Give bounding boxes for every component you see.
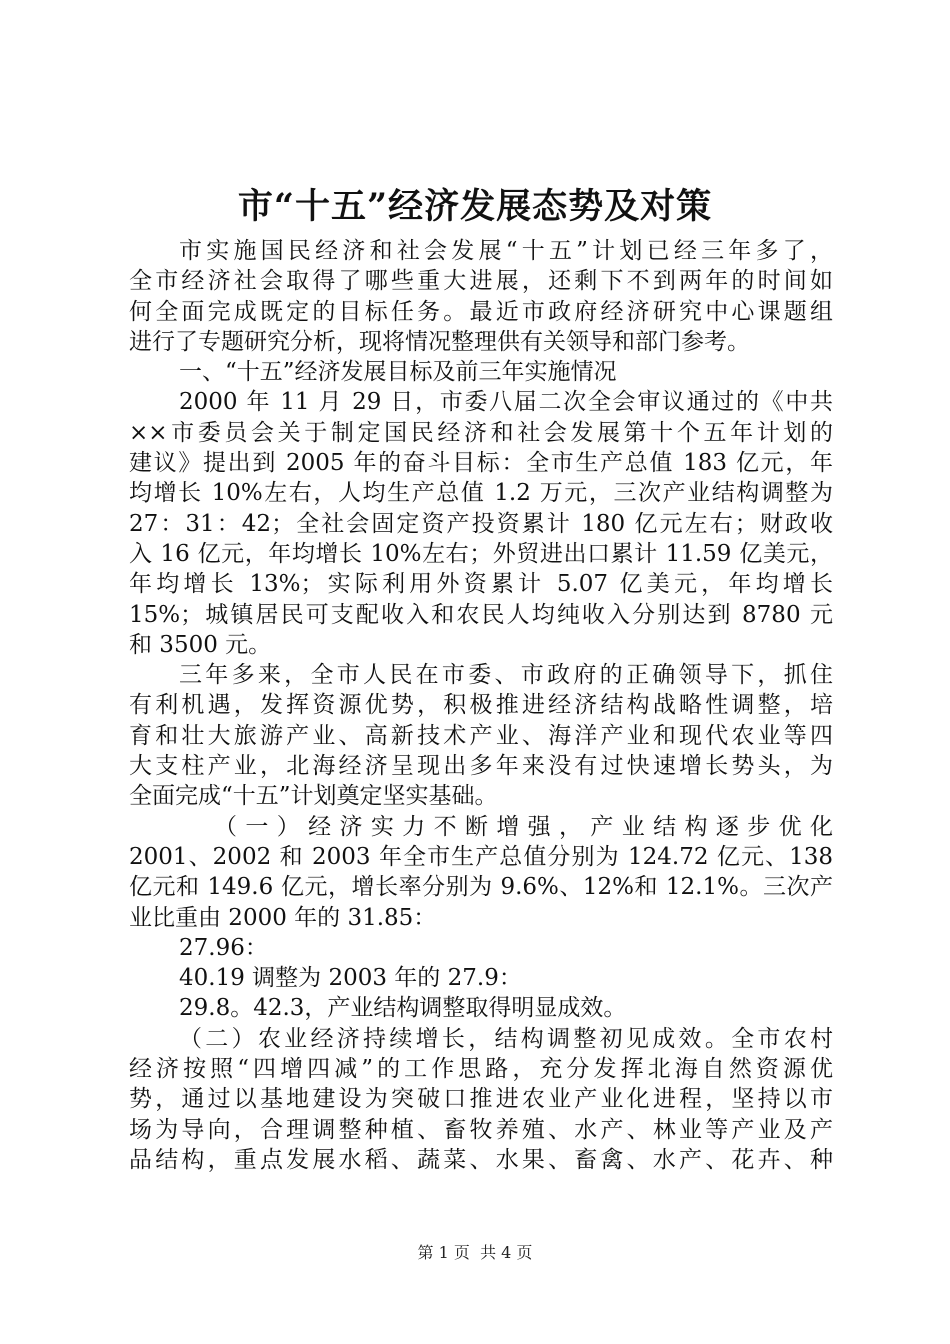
- body-line: 业比重由 2000 年的 31.85：: [129, 904, 437, 931]
- body-line: 29.8。42.3，产业结构调整取得明显成效。: [179, 995, 627, 1022]
- body-line: 有利机遇，发挥资源优势，积极推进经济结构战略性调整，培: [129, 692, 833, 719]
- body-line: （二）农业经济持续增长，结构调整初见成效。全市农村: [179, 1025, 833, 1052]
- body-line: 27.96：: [179, 934, 268, 961]
- body-line: 经济按照“四增四减”的工作思路，充分发挥北海自然资源优: [129, 1056, 833, 1083]
- body-line: 育和壮大旅游产业、高新技术产业、海洋产业和现代农业等四: [129, 722, 833, 749]
- footer-separator: [470, 1243, 480, 1262]
- body-line: 品结构，重点发展水稻、蔬菜、水果、畜禽、水产、花卉、种: [129, 1146, 833, 1173]
- page-footer: [0, 1243, 950, 1263]
- body-line: 均增长 10%左右，人均生产总值 1.2 万元，三次产业结构调整为: [129, 480, 833, 507]
- body-line: 15%；城镇居民可支配收入和农民人均纯收入分别达到 8780 元: [129, 601, 833, 628]
- page-total: 共 4 页: [480, 1243, 533, 1262]
- body-line: 全面完成“十五”计划奠定坚实基础。: [129, 783, 498, 810]
- body-line: 三年多来，全市人民在市委、市政府的正确领导下，抓住: [179, 662, 833, 689]
- body-line: 进行了专题研究分析，现将情况整理供有关领导和部门参考。: [129, 328, 750, 355]
- body-line: 大支柱产业，北海经济呈现出多年来没有过快速增长势头，为: [129, 753, 833, 780]
- body-line: 市实施国民经济和社会发展“十五”计划已经三年多了，: [179, 238, 833, 264]
- body-line: 一、“十五”经济发展目标及前三年实施情况: [179, 359, 617, 386]
- body-line: 年均增长 13%；实际利用外资累计 5.07 亿美元，年均增长: [129, 571, 833, 598]
- body-line: （一）经济实力不断增强，产业结构逐步优化: [214, 813, 833, 840]
- body-line: 27：31：42；全社会固定资产投资累计 180 亿元左右；财政收: [129, 510, 833, 537]
- page-number: 第 1 页: [417, 1243, 470, 1262]
- body-line: 全市经济社会取得了哪些重大进展，还剩下不到两年的时间如: [129, 268, 833, 295]
- body-line: 亿元和 149.6 亿元，增长率分别为 9.6%、12%和 12.1%。三次产: [129, 874, 833, 901]
- body-line: 入 16 亿元，年均增长 10%左右；外贸进出口累计 11.59 亿美元，: [129, 540, 833, 567]
- body-line: 势，通过以基地建设为突破口推进农业产业化进程，坚持以市: [129, 1086, 833, 1113]
- body-line: ××市委员会关于制定国民经济和社会发展第十个五年计划的: [129, 419, 833, 446]
- document-body: [129, 236, 833, 1175]
- body-line: 场为导向，合理调整种植、畜牧养殖、水产、林业等产业及产: [129, 1116, 833, 1143]
- body-line: 和 3500 元。: [129, 631, 272, 658]
- body-line: 2001、2002 和 2003 年全市生产总值分别为 124.72 亿元、138: [129, 843, 833, 870]
- body-line: 2000 年 11 月 29 日，市委八届二次全会审议通过的《中共: [179, 389, 833, 416]
- body-line: 建议》提出到 2005 年的奋斗目标：全市生产总值 183 亿元，年: [129, 450, 833, 477]
- body-line: 40.19 调整为 2003 年的 27.9：: [179, 965, 522, 992]
- body-line: 何全面完成既定的目标任务。最近市政府经济研究中心课题组: [129, 298, 833, 325]
- document-title: 市“十五”经济发展态势及对策: [237, 186, 713, 227]
